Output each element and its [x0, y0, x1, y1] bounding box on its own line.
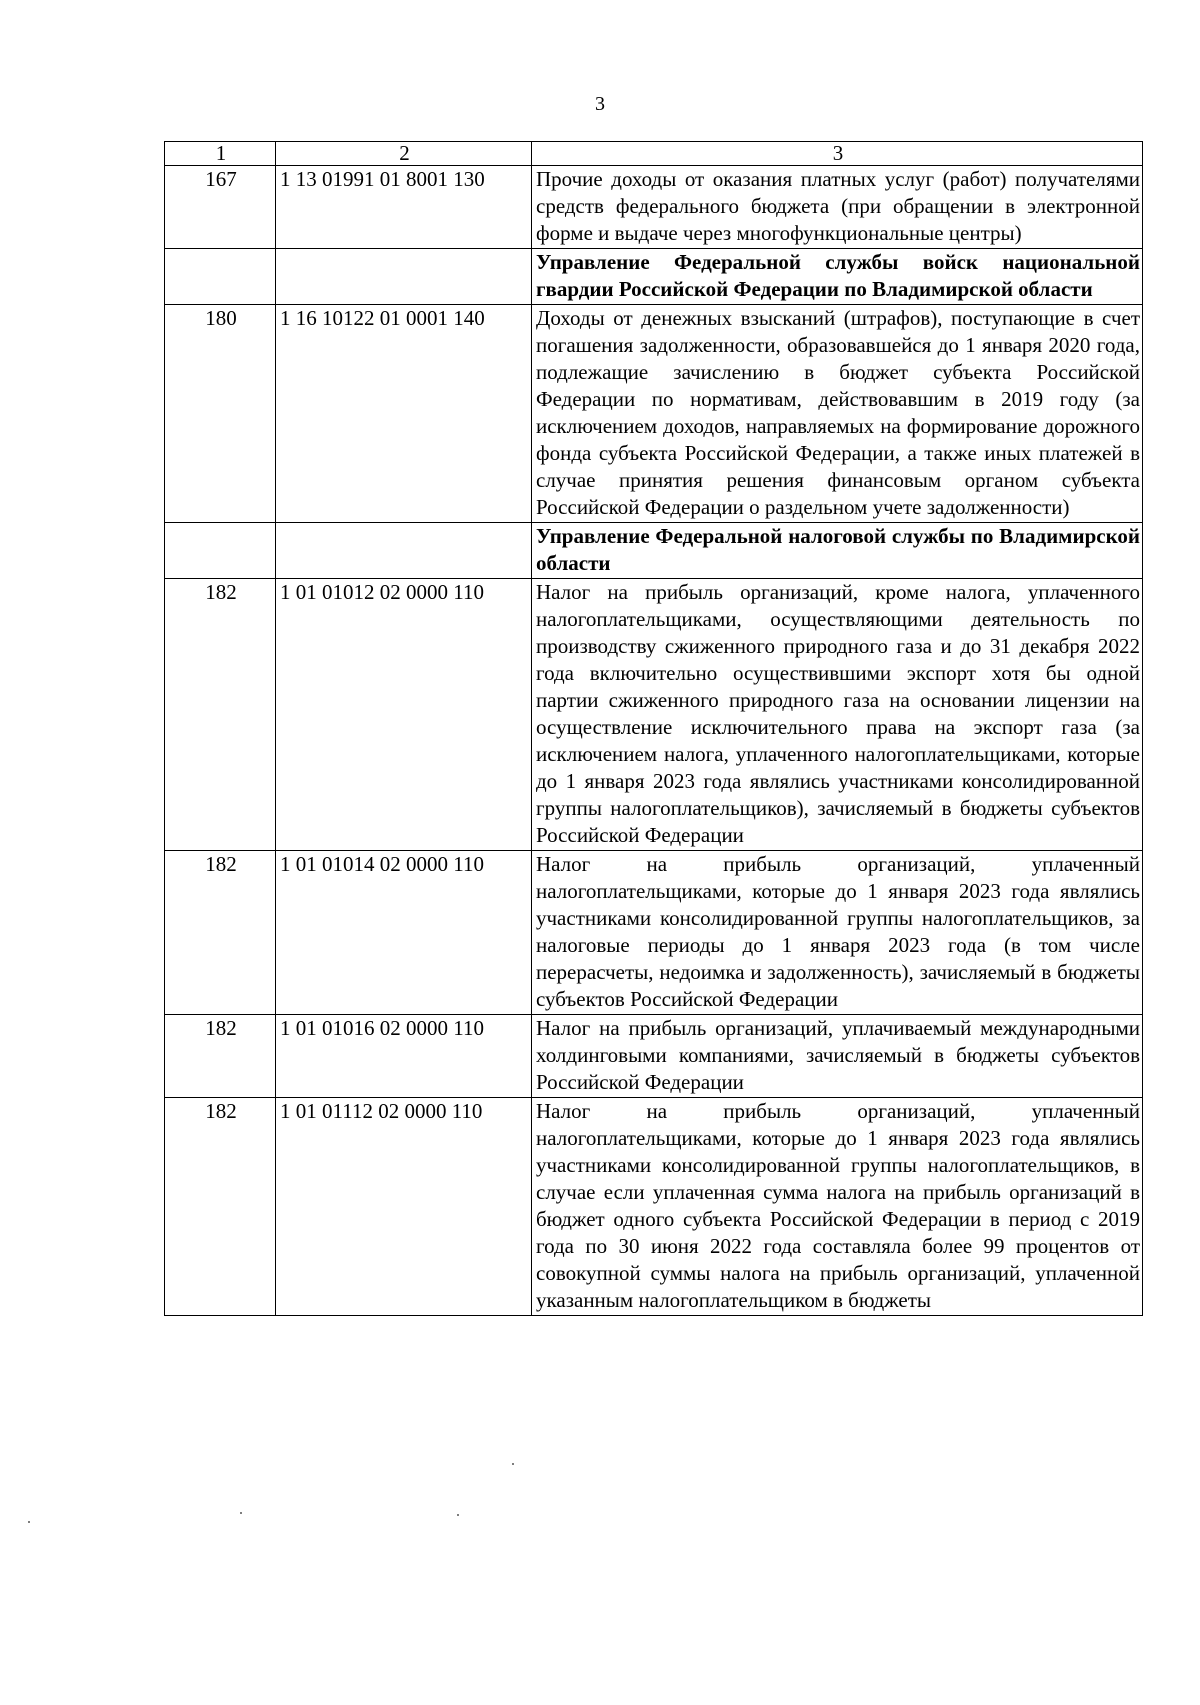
revenue-code-cell: 1 13 01991 01 8001 130	[276, 166, 532, 249]
column-header-3: 3	[532, 142, 1143, 166]
revenue-code-cell: 1 01 01112 02 0000 110	[276, 1098, 532, 1316]
row-number-cell: 180	[165, 305, 276, 523]
section-header-row	[165, 249, 1143, 305]
section-header-row	[165, 523, 1143, 579]
scan-speck	[240, 1512, 242, 1514]
administrator-name-cell: Управление Федеральной службы войск национальной гвардии Российской Федерации по Владимирской области	[532, 249, 1143, 305]
page-number: 3	[595, 93, 605, 115]
revenue-code-cell: 1 01 01016 02 0000 110	[276, 1015, 532, 1098]
scan-speck	[28, 1521, 30, 1523]
table-row	[165, 305, 1143, 523]
row-number-cell: 182	[165, 851, 276, 1015]
row-number-cell	[165, 249, 276, 305]
scan-speck	[512, 1463, 514, 1465]
table-row	[165, 166, 1143, 249]
column-header-1: 1	[165, 142, 276, 166]
row-number-cell	[165, 523, 276, 579]
scan-speck	[457, 1514, 459, 1516]
table-row	[165, 1098, 1143, 1316]
revenue-code-cell: 1 01 01014 02 0000 110	[276, 851, 532, 1015]
row-number-cell: 182	[165, 579, 276, 851]
revenue-description-cell: Налог на прибыль организаций, уплачиваемый международными холдинговыми компаниями, зачисляемый в бюджеты субъектов Российской Федерации	[532, 1015, 1143, 1098]
administrator-name-cell: Управление Федеральной налоговой службы по Владимирской области	[532, 523, 1143, 579]
revenue-code-cell: 1 16 10122 01 0001 140	[276, 305, 532, 523]
table-row	[165, 579, 1143, 851]
revenue-description-cell: Налог на прибыль организаций, кроме налога, уплаченного налогоплательщиками, осуществляющими деятельность по производству сжиженного природного газа и до 31 декабря 2022 года включительно осуществившими экспорт хотя бы одной партии сжиженного природного газа на основании лицензии на осуществление исключительного права на экспорт газа (за исключением налога, уплаченного налогоплательщиками, которые до 1 января 2023 года являлись участниками консолидированной группы налогоплательщиков), зачисляемый в бюджеты субъектов Российской Федерации	[532, 579, 1143, 851]
revenue-description-cell: Налог на прибыль организаций, уплаченный налогоплательщиками, которые до 1 января 2023 года являлись участниками консолидированной группы налогоплательщиков, в случае если уплаченная сумма налога на прибыль организаций в бюджет одного субъекта Российской Федерации в период с 2019 года по 30 июня 2022 года составляла более 99 процентов от совокупной суммы налога на прибыль организаций, уплаченной указанным налогоплательщиком в бюджеты	[532, 1098, 1143, 1316]
revenue-code-cell	[276, 523, 532, 579]
table-row	[165, 1015, 1143, 1098]
row-number-cell: 182	[165, 1015, 276, 1098]
revenue-description-cell: Прочие доходы от оказания платных услуг (работ) получателями средств федерального бюджета (при обращении в электронной форме и выдаче через многофункциональные центры)	[532, 166, 1143, 249]
revenue-description-cell: Налог на прибыль организаций, уплаченный налогоплательщиками, которые до 1 января 2023 года являлись участниками консолидированной группы налогоплательщиков, за налоговые периоды до 1 января 2023 года (в том числе перерасчеты, недоимка и задолженность), зачисляемый в бюджеты субъектов Российской Федерации	[532, 851, 1143, 1015]
row-number-cell: 167	[165, 166, 276, 249]
column-header-2: 2	[276, 142, 532, 166]
table-row	[165, 851, 1143, 1015]
revenue-description-cell: Доходы от денежных взысканий (штрафов), поступающие в счет погашения задолженности, образовавшейся до 1 января 2020 года, подлежащие зачислению в бюджет субъекта Российской Федерации по нормативам, действовавшим в 2019 году (за исключением доходов, направляемых на формирование дорожного фонда субъекта Российской Федерации, а также иных платежей в случае принятия решения финансовым органом субъекта Российской Федерации о раздельном учете задолженности)	[532, 305, 1143, 523]
revenue-code-cell	[276, 249, 532, 305]
table-header-row	[165, 142, 1143, 166]
revenue-code-cell: 1 01 01012 02 0000 110	[276, 579, 532, 851]
revenue-codes-table	[164, 141, 1143, 1316]
table-body	[165, 142, 1143, 1316]
row-number-cell: 182	[165, 1098, 276, 1316]
